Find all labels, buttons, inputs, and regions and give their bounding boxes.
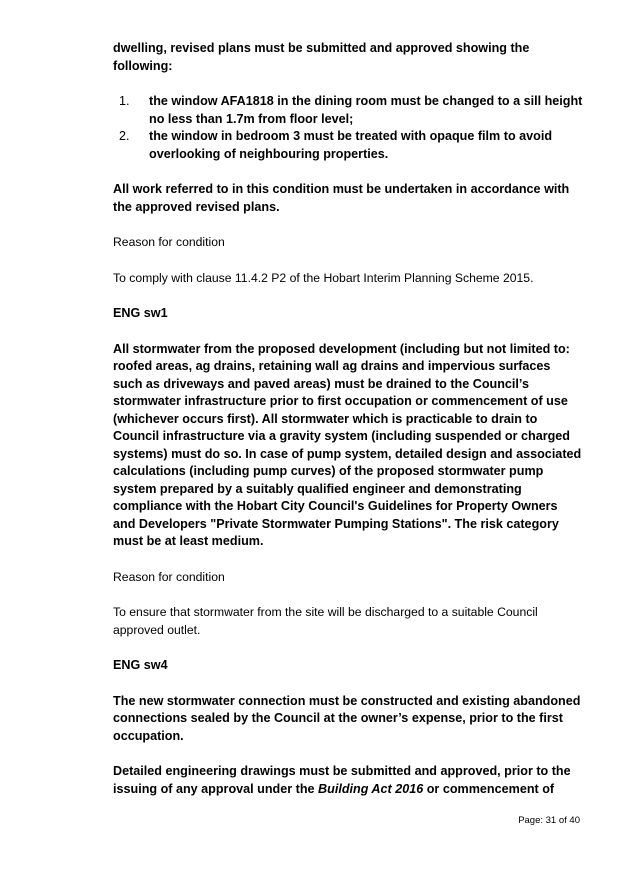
page-number: Page: 31 of 40 — [518, 815, 580, 826]
eng-sw1-body: All stormwater from the proposed development (including but not limited to: roofed areas, ag drains, retaining wall ag drains and impervious surfaces such as driveways and paved areas) must be drained to the Council’s stormwater infrastructure prior to first occupation or commencement of use (whichever occurs first). All stormwater which is practicable to drain to Council infrastructure via a gravity system (including suspended or charged systems) must do so. In case of pump system, detailed design and associated calculations (including pump curves) of the proposed stormwater pump system prepared by a suitably qualified engineer and demonstrating compliance with the Hobart City Council's Guidelines for Property Owners and Developers "Private Stormwater Pumping Stations". The risk category must be at least medium. — [113, 341, 582, 548]
condition-heading-eng-sw4: ENG sw4 — [113, 658, 168, 672]
detailed-drawings-text-end: or commencement of — [423, 781, 555, 796]
detailed-drawings-paragraph — [113, 763, 583, 798]
list-item-text: the window in bedroom 3 must be treated with opaque film to avoid overlooking of neighbouring properties. — [149, 129, 553, 161]
reason-label: Reason for condition — [113, 235, 225, 249]
reason-label: Reason for condition — [113, 569, 225, 584]
list-item-number: 2. — [119, 129, 130, 143]
list-item-text: the window AFA1818 in the dining room must be changed to a sill height no less than 1.7m from floor level; — [149, 94, 583, 126]
intro-paragraph: dwelling, revised plans must be submitted and approved showing the following: — [113, 41, 530, 73]
reason-text: To comply with clause 11.4.2 P2 of the Hobart Interim Planning Scheme 2015. — [113, 270, 534, 285]
requirements-list — [113, 93, 583, 163]
document-page — [113, 40, 583, 798]
list-item — [113, 128, 583, 163]
list-item — [113, 93, 583, 128]
building-act-title: Building Act 2016 — [318, 781, 424, 796]
condition-heading-eng-sw1: ENG sw1 — [113, 306, 168, 320]
reason-text: To ensure that stormwater from the site will be discharged to a suitable Council approved outlet. — [113, 605, 538, 637]
list-item-number: 1. — [119, 94, 130, 108]
detailed-drawings-text: Detailed engineering drawings must be submitted and approved, prior to the issuing of any approval under the — [113, 764, 571, 796]
all-work-paragraph: All work referred to in this condition must be undertaken in accordance with the approved revised plans. — [113, 182, 570, 214]
eng-sw4-body: The new stormwater connection must be constructed and existing abandoned connections sealed by the Council at the owner’s expense, prior to the first occupation. — [113, 693, 581, 743]
